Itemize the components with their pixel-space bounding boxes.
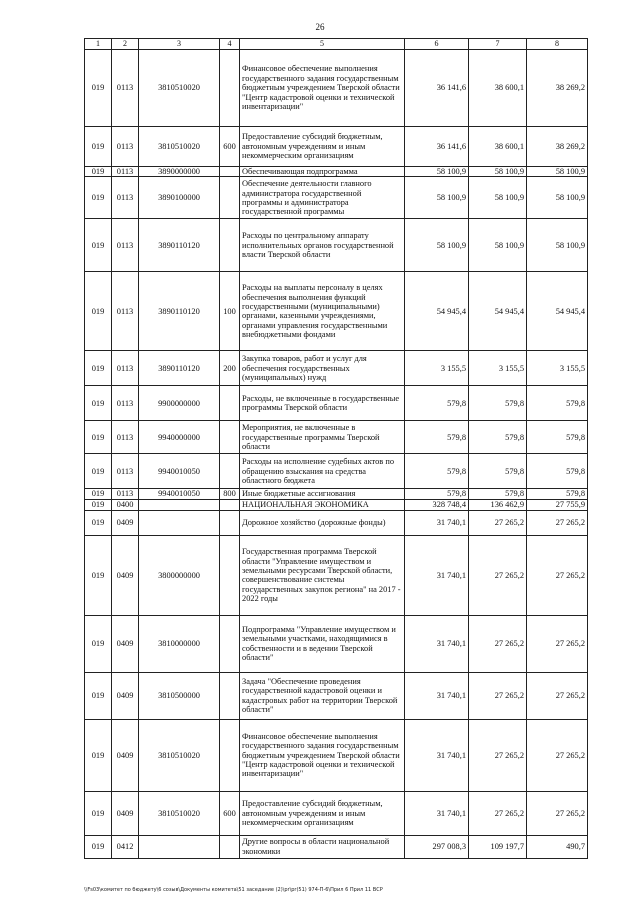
amount-year1-cell: 31 740,1 xyxy=(405,672,469,719)
section-code-cell: 0113 xyxy=(112,351,139,386)
grbs-code-cell: 019 xyxy=(85,386,112,421)
table-row xyxy=(85,719,588,791)
description-cell: Финансовое обеспечение выполнения государственного задания государственным бюджетным учреждением Тверской области "Центр кадастровой оценки и технической инвентаризации" xyxy=(240,719,405,791)
expense-type-code-cell: 600 xyxy=(220,127,240,167)
amount-year3-cell: 27 265,2 xyxy=(527,719,588,791)
expense-type-code-cell: 800 xyxy=(220,489,240,499)
amount-year3-cell: 27 265,2 xyxy=(527,672,588,719)
amount-year1-cell: 579,8 xyxy=(405,386,469,421)
section-code-cell: 0409 xyxy=(112,510,139,535)
amount-year3-cell: 490,7 xyxy=(527,835,588,858)
grbs-code-cell: 019 xyxy=(85,615,112,672)
table-row xyxy=(85,510,588,535)
amount-year2-cell: 579,8 xyxy=(469,386,527,421)
amount-year1-cell: 36 141,6 xyxy=(405,127,469,167)
section-code-cell: 0113 xyxy=(112,177,139,219)
amount-year2-cell: 58 100,9 xyxy=(469,167,527,177)
description-cell: Обеспечивающая подпрограмма xyxy=(240,167,405,177)
amount-year2-cell: 27 265,2 xyxy=(469,719,527,791)
amount-year1-cell: 54 945,4 xyxy=(405,272,469,351)
expense-type-code-cell xyxy=(220,499,240,510)
column-header: 6 xyxy=(405,39,469,50)
table-row xyxy=(85,50,588,127)
section-code-cell: 0113 xyxy=(112,127,139,167)
grbs-code-cell: 019 xyxy=(85,510,112,535)
amount-year2-cell: 27 265,2 xyxy=(469,535,527,615)
table-row xyxy=(85,835,588,858)
expense-type-code-cell xyxy=(220,167,240,177)
target-article-code-cell: 3890000000 xyxy=(139,167,220,177)
amount-year1-cell: 579,8 xyxy=(405,454,469,489)
expense-type-code-cell xyxy=(220,421,240,454)
section-code-cell: 0409 xyxy=(112,719,139,791)
section-code-cell: 0113 xyxy=(112,219,139,272)
target-article-code-cell: 3810510020 xyxy=(139,127,220,167)
section-code-cell: 0409 xyxy=(112,791,139,835)
section-code-cell: 0113 xyxy=(112,272,139,351)
expense-type-code-cell xyxy=(220,177,240,219)
description-cell: Закупка товаров, работ и услуг для обеспечения государственных (муниципальных) нужд xyxy=(240,351,405,386)
section-code-cell: 0113 xyxy=(112,454,139,489)
amount-year2-cell: 58 100,9 xyxy=(469,219,527,272)
amount-year3-cell: 579,8 xyxy=(527,421,588,454)
amount-year3-cell: 3 155,5 xyxy=(527,351,588,386)
amount-year2-cell: 109 197,7 xyxy=(469,835,527,858)
amount-year3-cell: 38 269,2 xyxy=(527,50,588,127)
grbs-code-cell: 019 xyxy=(85,835,112,858)
grbs-code-cell: 019 xyxy=(85,127,112,167)
grbs-code-cell: 019 xyxy=(85,499,112,510)
budget-table xyxy=(84,38,588,859)
file-path-footer: \\Fs03\комитет по бюджету\6 созыв\Документы комитета\51 заседание (2)\pr\pr(51) 974-П-6\Прил 6 Прил 11 ВСР xyxy=(84,887,383,893)
amount-year1-cell: 58 100,9 xyxy=(405,167,469,177)
target-article-code-cell xyxy=(139,510,220,535)
amount-year2-cell: 579,8 xyxy=(469,489,527,499)
target-article-code-cell: 3810510020 xyxy=(139,791,220,835)
grbs-code-cell: 019 xyxy=(85,791,112,835)
amount-year1-cell: 31 740,1 xyxy=(405,535,469,615)
amount-year2-cell: 579,8 xyxy=(469,454,527,489)
grbs-code-cell: 019 xyxy=(85,177,112,219)
column-header: 3 xyxy=(139,39,220,50)
table-row xyxy=(85,672,588,719)
amount-year3-cell: 54 945,4 xyxy=(527,272,588,351)
amount-year3-cell: 27 265,2 xyxy=(527,615,588,672)
table-row xyxy=(85,499,588,510)
amount-year3-cell: 58 100,9 xyxy=(527,167,588,177)
column-header: 1 xyxy=(85,39,112,50)
amount-year2-cell: 579,8 xyxy=(469,421,527,454)
target-article-code-cell: 3810000000 xyxy=(139,615,220,672)
amount-year3-cell: 579,8 xyxy=(527,489,588,499)
amount-year1-cell: 31 740,1 xyxy=(405,791,469,835)
grbs-code-cell: 019 xyxy=(85,421,112,454)
amount-year2-cell: 136 462,9 xyxy=(469,499,527,510)
amount-year3-cell: 27 755,9 xyxy=(527,499,588,510)
page-number: 26 xyxy=(315,22,325,32)
column-header: 5 xyxy=(240,39,405,50)
expense-type-code-cell xyxy=(220,719,240,791)
target-article-code-cell: 3800000000 xyxy=(139,535,220,615)
column-header: 4 xyxy=(220,39,240,50)
expense-type-code-cell xyxy=(220,454,240,489)
target-article-code-cell: 3810500000 xyxy=(139,672,220,719)
expense-type-code-cell xyxy=(220,535,240,615)
table-row xyxy=(85,386,588,421)
target-article-code-cell: 3810510020 xyxy=(139,50,220,127)
description-cell: Обеспечение деятельности главного администратора государственной программы и администратора государственной программы xyxy=(240,177,405,219)
table-row xyxy=(85,177,588,219)
amount-year1-cell: 31 740,1 xyxy=(405,719,469,791)
description-cell: Расходы на исполнение судебных актов по обращению взыскания на средства областного бюджета xyxy=(240,454,405,489)
description-cell: Предоставление субсидий бюджетным, автономным учреждениям и иным некоммерческим организациям xyxy=(240,791,405,835)
table-row xyxy=(85,219,588,272)
table-row xyxy=(85,127,588,167)
description-cell: Другие вопросы в области национальной экономики xyxy=(240,835,405,858)
target-article-code-cell: 3810510020 xyxy=(139,719,220,791)
target-article-code-cell: 9940010050 xyxy=(139,489,220,499)
description-cell: Предоставление субсидий бюджетным, автономным учреждениям и иным некоммерческим организациям xyxy=(240,127,405,167)
table-row xyxy=(85,454,588,489)
section-code-cell: 0409 xyxy=(112,535,139,615)
amount-year3-cell: 58 100,9 xyxy=(527,219,588,272)
column-header: 8 xyxy=(527,39,588,50)
description-cell: Иные бюджетные ассигнования xyxy=(240,489,405,499)
amount-year1-cell: 31 740,1 xyxy=(405,510,469,535)
column-header: 2 xyxy=(112,39,139,50)
description-cell: Мероприятия, не включенные в государственные программы Тверской области xyxy=(240,421,405,454)
expense-type-code-cell: 600 xyxy=(220,791,240,835)
section-code-cell: 0412 xyxy=(112,835,139,858)
grbs-code-cell: 019 xyxy=(85,672,112,719)
amount-year3-cell: 27 265,2 xyxy=(527,510,588,535)
expense-type-code-cell xyxy=(220,219,240,272)
section-code-cell: 0113 xyxy=(112,167,139,177)
grbs-code-cell: 019 xyxy=(85,219,112,272)
grbs-code-cell: 019 xyxy=(85,351,112,386)
description-cell: Расходы, не включенные в государственные программы Тверской области xyxy=(240,386,405,421)
table-body xyxy=(85,50,588,859)
section-code-cell: 0113 xyxy=(112,386,139,421)
section-code-cell: 0113 xyxy=(112,489,139,499)
section-code-cell: 0409 xyxy=(112,615,139,672)
grbs-code-cell: 019 xyxy=(85,535,112,615)
amount-year2-cell: 27 265,2 xyxy=(469,672,527,719)
expense-type-code-cell xyxy=(220,672,240,719)
amount-year1-cell: 579,8 xyxy=(405,489,469,499)
grbs-code-cell: 019 xyxy=(85,454,112,489)
column-header: 7 xyxy=(469,39,527,50)
expense-type-code-cell xyxy=(220,835,240,858)
description-cell: Задача "Обеспечение проведения государственной кадастровой оценки и кадастровых работ на территории Тверской области" xyxy=(240,672,405,719)
amount-year1-cell: 297 008,3 xyxy=(405,835,469,858)
target-article-code-cell: 3890100000 xyxy=(139,177,220,219)
expense-type-code-cell xyxy=(220,386,240,421)
amount-year1-cell: 579,8 xyxy=(405,421,469,454)
table-row xyxy=(85,489,588,499)
target-article-code-cell: 3890110120 xyxy=(139,219,220,272)
description-cell: Дорожное хозяйство (дорожные фонды) xyxy=(240,510,405,535)
description-cell: Финансовое обеспечение выполнения государственного задания государственным бюджетным учреждением Тверской области "Центр кадастровой оценки и технической инвентаризации" xyxy=(240,50,405,127)
target-article-code-cell xyxy=(139,835,220,858)
expense-type-code-cell: 100 xyxy=(220,272,240,351)
amount-year3-cell: 27 265,2 xyxy=(527,535,588,615)
section-code-cell: 0113 xyxy=(112,50,139,127)
section-code-cell: 0113 xyxy=(112,421,139,454)
expense-type-code-cell xyxy=(220,615,240,672)
amount-year3-cell: 579,8 xyxy=(527,386,588,421)
table-row xyxy=(85,351,588,386)
expense-type-code-cell xyxy=(220,50,240,127)
table-row xyxy=(85,615,588,672)
description-cell: Расходы по центральному аппарату исполнительных органов государственной власти Тверской области xyxy=(240,219,405,272)
expense-type-code-cell xyxy=(220,510,240,535)
grbs-code-cell: 019 xyxy=(85,489,112,499)
amount-year2-cell: 27 265,2 xyxy=(469,791,527,835)
amount-year2-cell: 58 100,9 xyxy=(469,177,527,219)
target-article-code-cell: 9940000000 xyxy=(139,421,220,454)
expense-type-code-cell: 200 xyxy=(220,351,240,386)
target-article-code-cell: 3890110120 xyxy=(139,272,220,351)
amount-year1-cell: 328 748,4 xyxy=(405,499,469,510)
amount-year1-cell: 31 740,1 xyxy=(405,615,469,672)
table-row xyxy=(85,167,588,177)
amount-year2-cell: 38 600,1 xyxy=(469,127,527,167)
table-row xyxy=(85,535,588,615)
amount-year2-cell: 27 265,2 xyxy=(469,510,527,535)
amount-year1-cell: 58 100,9 xyxy=(405,219,469,272)
section-code-cell: 0400 xyxy=(112,499,139,510)
grbs-code-cell: 019 xyxy=(85,272,112,351)
table-row xyxy=(85,272,588,351)
section-code-cell: 0409 xyxy=(112,672,139,719)
amount-year2-cell: 38 600,1 xyxy=(469,50,527,127)
amount-year3-cell: 58 100,9 xyxy=(527,177,588,219)
description-cell: Расходы на выплаты персоналу в целях обеспечения выполнения функций государственными (муниципальными) органами, казенными учреждениями, органами управления государственными внебюджетными фондами xyxy=(240,272,405,351)
description-cell: НАЦИОНАЛЬНАЯ ЭКОНОМИКА xyxy=(240,499,405,510)
target-article-code-cell: 3890110120 xyxy=(139,351,220,386)
table-row xyxy=(85,791,588,835)
amount-year1-cell: 3 155,5 xyxy=(405,351,469,386)
target-article-code-cell: 9900000000 xyxy=(139,386,220,421)
amount-year3-cell: 579,8 xyxy=(527,454,588,489)
grbs-code-cell: 019 xyxy=(85,719,112,791)
amount-year1-cell: 58 100,9 xyxy=(405,177,469,219)
amount-year3-cell: 27 265,2 xyxy=(527,791,588,835)
description-cell: Подпрограмма "Управление имуществом и земельными участками, находящимися в собственности и в ведении Тверской области" xyxy=(240,615,405,672)
target-article-code-cell: 9940010050 xyxy=(139,454,220,489)
amount-year1-cell: 36 141,6 xyxy=(405,50,469,127)
amount-year2-cell: 3 155,5 xyxy=(469,351,527,386)
table-row xyxy=(85,421,588,454)
target-article-code-cell xyxy=(139,499,220,510)
amount-year2-cell: 27 265,2 xyxy=(469,615,527,672)
grbs-code-cell: 019 xyxy=(85,50,112,127)
amount-year2-cell: 54 945,4 xyxy=(469,272,527,351)
description-cell: Государственная программа Тверской области "Управление имуществом и земельными ресурсами Тверской области, совершенствование системы государственных закупок региона" на 2017 - 2022 годы xyxy=(240,535,405,615)
amount-year3-cell: 38 269,2 xyxy=(527,127,588,167)
table-header-row xyxy=(85,39,588,50)
grbs-code-cell: 019 xyxy=(85,167,112,177)
